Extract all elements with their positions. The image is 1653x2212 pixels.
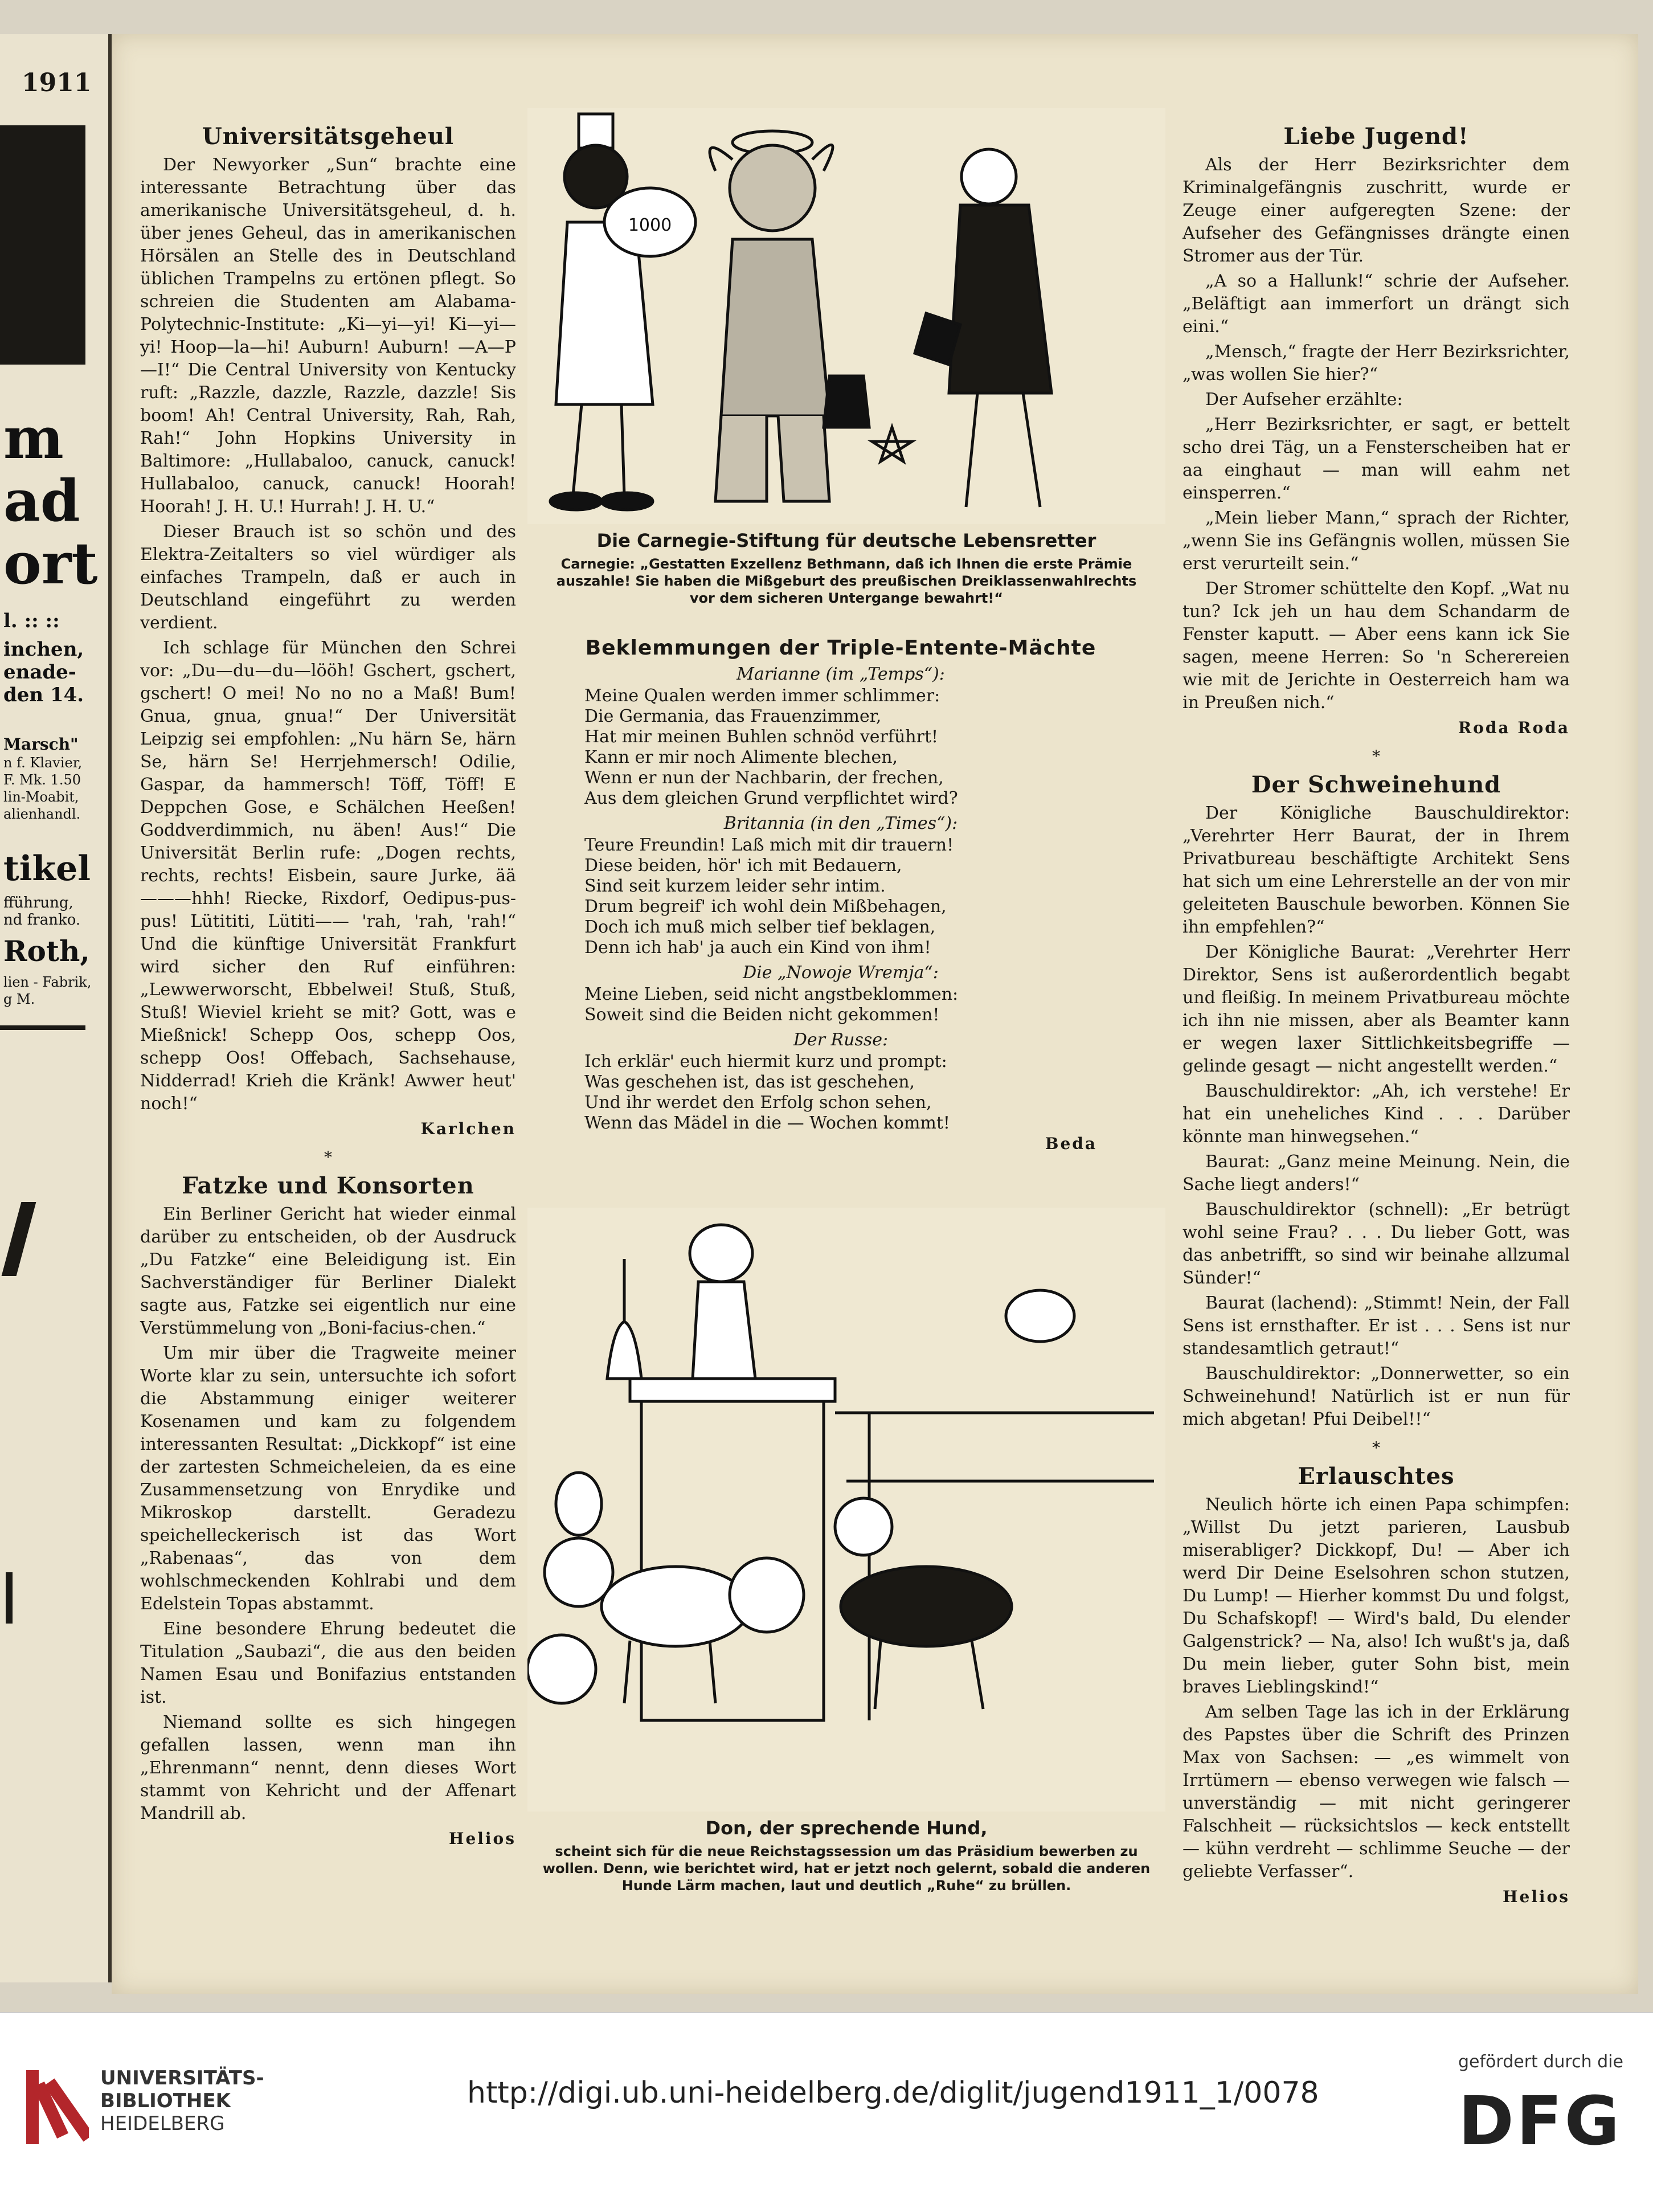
viewer-footer (0, 2012, 1653, 2212)
article-heading: Der Schweinehund (1251, 771, 1501, 798)
ad-text: Roth, (3, 934, 90, 968)
ad-rule (0, 1025, 85, 1030)
dog-drawing (527, 1208, 1165, 1812)
section-separator: * (324, 1148, 332, 1167)
article-heading: Fatzke und Konsorten (182, 1172, 474, 1199)
column-right (1183, 125, 1570, 1908)
ad-text: tikel (3, 849, 91, 889)
ad-text: F. Mk. 1.50 (3, 772, 81, 788)
poem-speaker: Marianne (im „Temps“): (737, 664, 945, 684)
ad-text: ad (3, 467, 80, 534)
poem-line: Denn ich hab' ja auch ein Kind von ihm! (584, 938, 931, 958)
page-number: 1911 (22, 68, 92, 97)
article-paragraph: Der Königliche Bauschuldirektor: „Verehrter Herr Baurat, der in Ihrem Privatbureau beschäftigte Architekt Sens hat sich um eine Lehrerstelle an der von mir geleiteten Bauschule beworben. Können Sie ihn empfehlen?“ (1183, 803, 1570, 937)
ad-text: lin-Moabit, (3, 789, 79, 805)
poem-line: Sind seit kurzem leider sehr intim. (584, 876, 886, 896)
dog-caption-body: scheint sich für die neue Reichstagssession um das Präsidium bewerben zu wollen. Denn, wie berichtet wird, hat er jetzt noch gelernt, sobald die anderen Hunde Lärm machen, laut und deutlich „Ruhe“ zu brüllen. (542, 1843, 1151, 1894)
article-heading: Universitätsgeheul (202, 123, 455, 150)
poem-line: Diese beiden, hör' ich mit Bedauern, (584, 856, 902, 876)
article-paragraph: „A so a Hallunk!“ schrie der Aufseher. „Beläftigt aan immerfort un drängt sich eini.“ (1183, 271, 1570, 337)
poem-line: Die Germania, das Frauenzimmer, (584, 706, 882, 726)
article-paragraph: Der Aufseher erzählte: (1205, 390, 1403, 410)
university-logo-icon[interactable] (21, 2064, 89, 2152)
article-paragraph: Am selben Tage las ich in der Erklärung des Papstes über die Schrift des Prinzen Max von Sachsen: — „es wimmelt von Irrtümern — ebenso verwegen wie falsch — unverständig — mit nicht geringerer Falschheit — rücksichtslos — keck entstellt — kühn verdreht — schlimme Seuche — der geliebte Verfasser“. (1183, 1702, 1570, 1882)
article-paragraph: Baurat (lachend): „Stimmt! Nein, der Fall Sens ist ernsthafter. Er ist . . . Sens ist nur standesamtlich getraut!“ (1183, 1293, 1570, 1359)
article-paragraph: Niemand sollte es sich hingegen gefallen lassen, wenn man ihn „Ehrenmann“ nennt, denn dieses Wort stammt von Kehricht und der Affenart Mandrill ab. (140, 1712, 516, 1823)
document-url-link[interactable]: http://digi.ub.uni-heidelberg.de/diglit/jugend1911_1/0078 (467, 2076, 1319, 2110)
previous-page-strip (0, 34, 112, 1982)
ad-text: fführung, (3, 894, 73, 911)
ad-text: nd franko. (3, 911, 81, 929)
ad-text: den 14. (3, 684, 84, 706)
article-heading: Erlauschtes (1298, 1463, 1455, 1490)
column-left (140, 125, 516, 1850)
article-heading: Liebe Jugend! (1283, 123, 1469, 150)
article-paragraph: Als der Herr Bezirksrichter dem Kriminalgefängnis zuschritt, wurde er Zeuge einer aufgeregten Szene: der Aufseher des Gefängnisses drängte einen Stromer aus der Tür. (1183, 155, 1570, 266)
poem-line: Drum begreif' ich wohl dein Mißbehagen, (584, 897, 947, 917)
talking-dog-illustration (527, 1208, 1165, 1812)
article-signature: Roda Roda (1458, 718, 1570, 737)
institution-line: UNIVERSITÄTS- (100, 2067, 264, 2090)
article-paragraph: Eine besondere Ehrung bedeutet die Titulation „Saubazi“, die aus den beiden Namen Esau und Bonifazius entstanden ist. (140, 1619, 516, 1707)
article-paragraph: Bauschuldirektor (schnell): „Er betrügt wohl seine Frau? . . . Du lieber Gott, was das anbetrifft, so sind wir beinahe allzumal Sünder!“ (1183, 1200, 1570, 1288)
article-paragraph: Der Königliche Baurat: „Verehrter Herr Direktor, Sens ist außerordentlich begabt und fleißig. In meinem Privatbureau möchte ich ihn nie missen, aber als Beamter kann er wegen laxer Sittlichkeitsbegriffe — gelinde gesagt — nicht angestellt werden.“ (1183, 942, 1570, 1076)
ad-text: ort (3, 530, 98, 597)
poem-line: Kann er mir noch Alimente blechen, (584, 747, 898, 767)
magazine-page (112, 34, 1638, 1994)
article-paragraph: Dieser Brauch ist so schön und des Elektra-Zeitalters so viel würdiger als einfaches Trampeln, daß er auch in Deutschland eingeführt zu werden verdient. (140, 522, 516, 633)
poem-block (584, 638, 1097, 1154)
dfg-logo[interactable]: DFG (1458, 2082, 1622, 2160)
ad-text: n f. Klavier, (3, 755, 83, 771)
ad-image-figure (0, 125, 85, 365)
dog-caption-title: Don, der sprechende Hund, (705, 1817, 988, 1839)
article-paragraph: Der Stromer schüttelte den Kopf. „Wat nu tun? Ick jeh un hau dem Schandarm de Fenster kaputt. — Aber eens kann ick Sie sagen, meene Herren: So 'n Scherereien wie mit de Jerichte in Oesterreich ham wa in Preußen nich.“ (1183, 579, 1570, 713)
poem-line: Aus dem gleichen Grund verpflichtet wird? (584, 788, 958, 808)
carnegie-drawing (527, 108, 1165, 524)
article-paragraph: Ein Berliner Gericht hat wieder einmal darüber zu entscheiden, ob der Ausdruck „Du Fatzke“ eine Beleidigung ist. Ein Sachverständiger für Berliner Dialekt sagte aus, Fatzke sei eigentlich nur eine Verstümmelung von „Boni-facius-chen.“ (140, 1204, 516, 1338)
poem-line: Ich erklär' euch hiermit kurz und prompt: (584, 1052, 947, 1072)
ad-text: Marsch" (3, 735, 79, 754)
article-paragraph: Ich schlage für München den Schrei vor: „Du—du—du—lööh! Gschert, gschert, gschert! O mei! No no no a Maß! Bum! Gnua, gnua, gnua!“ Der Universität Leipzig sei empfohlen: „Nu härn Se, härn Se, härn Se! Herrjehmersch! Odilie, Gaspar, da hammersch! Töff, Töff! E Deppchen Gose, e Schälchen Heeßen! Goddverdimmich, nu äben! Aus!“ Die Universität Berlin rufe: „Dogen rechts, rechts, rechts! Eisbein, saure Jurke, ää———hhh! Riecke, Rixdorf, Oedipus-pus-pus! Lütititi, Lütiti—— 'rah, 'rah, 'rah!“ Und die künftige Universität Frankfurt wird sicher den Ruf einführen: „Lewwerworscht, Ebbelwei! Stuß, Stuß, Stuß! Wieviel krieht se mit? Gott, was e Mießnick! Schepp Oos, schepp Oos, schepp Oos! Offebach, Sachsehause, Nidderrad! Krieh die Kränk! Awwer heut' noch!“ (140, 638, 516, 1114)
ad-text: alienhandl. (3, 806, 81, 822)
poem-line: Und ihr werdet den Erfolg schon sehen, (584, 1093, 932, 1113)
ad-text: g M. (3, 991, 35, 1007)
section-separator: * (1372, 747, 1380, 766)
ad-text: m (3, 404, 64, 472)
ad-text: inchen, (3, 638, 84, 661)
poem-heading: Beklemmungen der Triple-Entente-Mächte (585, 636, 1096, 660)
poem-line: Doch ich muß mich selber tief beklagen, (584, 917, 936, 937)
article-paragraph: Neulich hörte ich einen Papa schimpfen: „Willst Du jetzt parieren, Lausbub miserabliger? Dickkopf, Du! — Aber ich werd Dir Deine Eselsohren schon stutzen, Du Lump! — Hierher kommst Du und folgst, Du Schafskopf! — Wird's bald, Du elender Galgenstrick? — Na, also! Ich wußt's ja, daß Du mein lieber, guter Sohn bist, mein braves Lieblingskind!“ (1183, 1495, 1570, 1697)
article-paragraph: „Mein lieber Mann,“ sprach der Richter, „wenn Sie ins Gefängnis wollen, müssen Sie erst verurteilt sein.“ (1183, 508, 1570, 574)
ad-fragment-mark (6, 1572, 13, 1624)
article-signature: Karlchen (420, 1119, 516, 1138)
carnegie-illustration (527, 108, 1165, 524)
article-paragraph: Um mir über die Tragweite meiner Worte klar zu sein, untersuchte ich sofort die Abstammung einiger weiterer Kosenamen und kam zu folgendem interessanten Resultat: „Dickkopf“ ist eine der zartesten Schmeicheleien, da es eine Zusammensetzung von Enrydike und Mikroskop darstellt. Geradezu speichelleckerisch ist das Wort „Rabenaas“, das von dem wohlschmeckenden Kohlrabi und dem Edelstein Topas abstammt. (140, 1343, 516, 1614)
article-paragraph: „Mensch,“ fragte der Herr Bezirksrichter, „was wollen Sie hier?“ (1183, 342, 1570, 385)
article-paragraph: Bauschuldirektor: „Donnerwetter, so ein Schweinehund! Natürlich ist er nun für mich abgetan! Pfui Deibel!!“ (1183, 1364, 1570, 1429)
poem-signature: Beda (1045, 1134, 1097, 1153)
poem-line: Wenn er nun der Nachbarin, der frechen, (584, 768, 944, 788)
carnegie-caption-title: Die Carnegie-Stiftung für deutsche Lebensretter (596, 530, 1096, 551)
article-paragraph: Baurat: „Ganz meine Meinung. Nein, die Sache liegt anders!“ (1183, 1152, 1570, 1195)
poem-line: Soweit sind die Beiden nicht gekommen! (584, 1005, 940, 1025)
institution-line: BIBLIOTHEK (100, 2090, 231, 2112)
money-bag-label: 1000 (628, 215, 672, 235)
article-paragraph: „Herr Bezirksrichter, er sagt, er bettelt scho drei Täg, un a Fensterscheiben hat er aa einghaut — man will eahm net einsperren.“ (1183, 415, 1570, 503)
poem-speaker: Britannia (in den „Times“): (723, 813, 958, 833)
poem-line: Wenn das Mädel in die — Wochen kommt! (584, 1113, 950, 1133)
institution-line: HEIDELBERG (100, 2112, 225, 2135)
ad-text: l. :: :: (3, 610, 60, 632)
ub-logo-icon (21, 2064, 89, 2150)
poem-line: Teure Freundin! Laß mich mit dir trauern! (584, 835, 954, 855)
article-signature: Helios (1503, 1887, 1570, 1906)
article-paragraph: Der Newyorker „Sun“ brachte eine interessante Betrachtung über das amerikanische Universitätsgeheul, d. h. über jenes Geheul, das in amerikanischen Hörsälen an Stelle des in Deutschland üblichen Trampelns zu ertönen pflegt. So schreien die Studenten am Alabama-Polytechnic-Institute: „Ki—yi—yi! Ki—yi—yi! Hoop—la—hi! Auburn! Auburn! —A—P—I!“ Die Central University von Kentucky ruft: „Razzle, dazzle, Razzle, dazzle! Sis boom! Ah! Central University, Rah, Rah, Rah!“ John Hopkins University in Baltimore: „Hullabaloo, canuck, canuck! Hullabaloo, canuck, canuck! Hoorah! Hoorah! J. H. U.! Hurrah! J. H. U.“ (140, 155, 516, 517)
article-paragraph: Bauschuldirektor: „Ah, ich verstehe! Er hat ein uneheliches Kind . . . Darüber könnte man hinwegsehen.“ (1183, 1081, 1570, 1147)
poem-line: Meine Lieben, seid nicht angstbeklommen: (584, 984, 959, 1004)
poem-line: Was geschehen ist, das ist geschehen, (584, 1072, 915, 1092)
article-signature: Helios (449, 1829, 516, 1848)
carnegie-caption-body: Carnegie: „Gestatten Exzellenz Bethmann, daß ich Ihnen die erste Prämie auszahle! Sie haben die Mißgeburt des preußischen Dreiklassenwahlrechts vor dem sicheren Untergange bewahrt!“ (556, 556, 1137, 606)
ad-text: enade- (3, 661, 76, 684)
ad-fragment-mark (2, 1202, 36, 1276)
poem-line: Hat mir meinen Buhlen schnöd verführt! (584, 727, 939, 747)
institution-name[interactable] (100, 2067, 264, 2135)
poem-speaker: Die „Nowoje Wremja“: (743, 963, 939, 983)
funded-by-label: gefördert durch die (1458, 2052, 1623, 2072)
poem-line: Meine Qualen werden immer schlimmer: (584, 686, 940, 706)
ad-text: lien - Fabrik, (3, 974, 92, 990)
poem-speaker: Der Russe: (793, 1030, 889, 1050)
section-separator: * (1372, 1438, 1380, 1457)
